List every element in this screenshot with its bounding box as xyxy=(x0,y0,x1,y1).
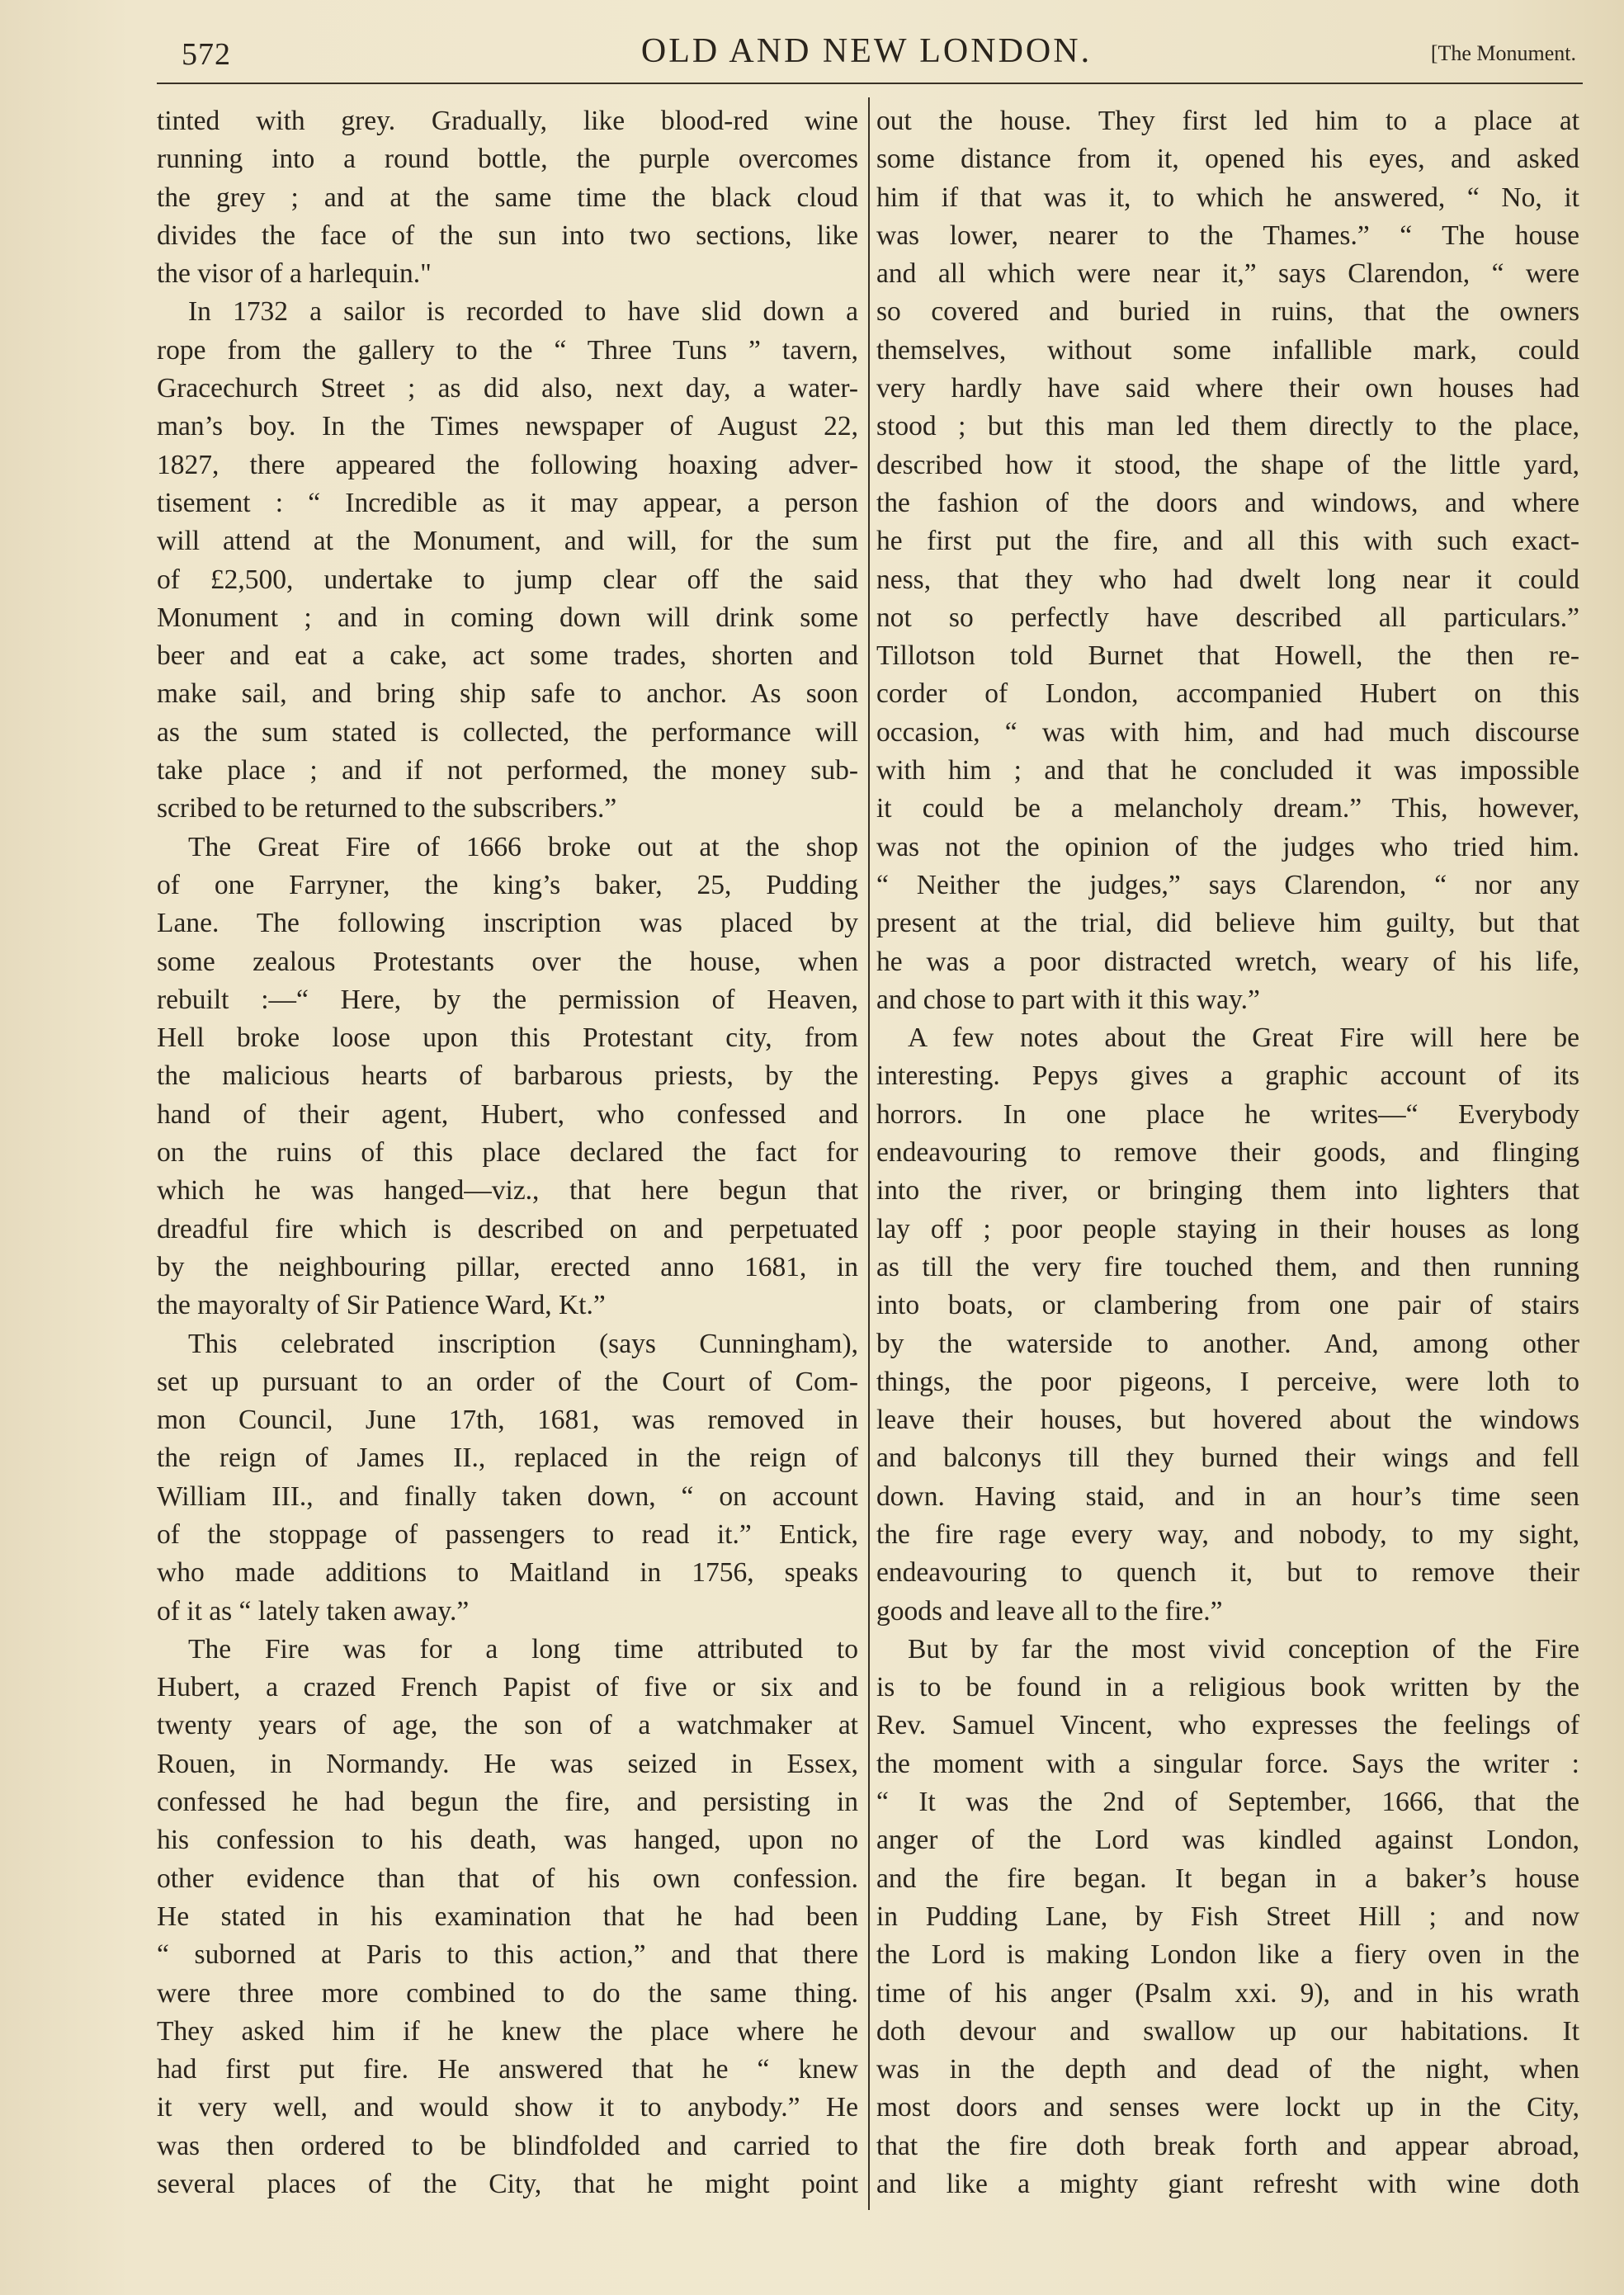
text-line: Rouen, in Normandy. He was seized in Essex, xyxy=(157,1748,858,1779)
text-line: make sail, and bring ship safe to anchor. As soon xyxy=(157,678,858,710)
text-line: tisement : “ Incredible as it may appear, a person xyxy=(157,487,858,518)
text-line: so covered and buried in ruins, that the owners xyxy=(876,296,1579,328)
text-line: which he was hanged—viz., that here begun that xyxy=(157,1175,858,1207)
text-line: was not the opinion of the judges who tried him. xyxy=(876,831,1579,862)
text-line: the grey ; and at the same time the black cloud xyxy=(157,182,858,213)
text-line: lay off ; poor people staying in their houses as long xyxy=(876,1213,1579,1244)
text-line: of one Farryner, the king’s baker, 25, Pudding xyxy=(157,869,858,900)
text-line: The Great Fire of 1666 broke out at the shop xyxy=(188,831,858,862)
text-line: the moment with a singular force. Says the writer : xyxy=(876,1748,1579,1779)
text-line: themselves, without some infallible mark, could xyxy=(876,334,1579,366)
text-line: twenty years of age, the son of a watchmaker at xyxy=(157,1710,858,1741)
text-line: the reign of James II., replaced in the reign of xyxy=(157,1443,858,1474)
text-line: very hardly have said where their own houses had xyxy=(876,373,1579,404)
text-line: present at the trial, did believe him guilty, but that xyxy=(876,908,1579,939)
text-line: dreadful fire which is described on and perpetuated xyxy=(157,1213,858,1244)
text-line: described how it stood, the shape of the little yard, xyxy=(876,449,1579,480)
text-line: hand of their agent, Hubert, who confessed and xyxy=(157,1098,858,1130)
text-line: was in the depth and dead of the night, when xyxy=(876,2054,1579,2085)
text-line: not so perfectly have described all particulars.” xyxy=(876,602,1579,633)
text-line: will attend at the Monument, and will, for the sum xyxy=(157,526,858,557)
text-line: and balconys till they burned their wings and fell xyxy=(876,1443,1579,1474)
text-line: with him ; and that he concluded it was impossible xyxy=(876,755,1579,786)
text-line: mon Council, June 17th, 1681, was removed in xyxy=(157,1405,858,1436)
text-line: set up pursuant to an order of the Court of Com- xyxy=(157,1366,858,1397)
text-line: corder of London, accompanied Hubert on this xyxy=(876,678,1579,710)
text-line: interesting. Pepys gives a graphic account of its xyxy=(876,1060,1579,1092)
text-line: is to be found in a religious book written by the xyxy=(876,1672,1579,1703)
text-line: beer and eat a cake, act some trades, shorten and xyxy=(157,640,858,672)
text-line: it could be a melancholy dream.” This, however, xyxy=(876,793,1579,824)
text-line: endeavouring to quench it, but to remove their xyxy=(876,1557,1579,1589)
text-line: other evidence than that of his own confession. xyxy=(157,1863,858,1894)
text-line: out the house. They first led him to a place at xyxy=(876,106,1579,136)
text-line: horrors. In one place he writes—“ Everybody xyxy=(876,1098,1579,1130)
text-line: most doors and senses were lockt up in the City, xyxy=(876,2092,1579,2123)
text-line: “ suborned at Paris to this action,” and that there xyxy=(157,1939,858,1971)
text-line: down. Having staid, and in an hour’s time seen xyxy=(876,1480,1579,1512)
left-column xyxy=(157,102,858,2203)
text-line: stood ; but this man led them directly to the place, xyxy=(876,411,1579,442)
text-line: In 1732 a sailor is recorded to have slid down a xyxy=(188,296,858,328)
text-line: things, the poor pigeons, I perceive, were loth to xyxy=(876,1366,1579,1397)
text-line: his confession to his death, was hanged, upon no xyxy=(157,1825,858,1856)
text-line: ness, that they who had dwelt long near it could xyxy=(876,564,1579,595)
text-line: he first put the fire, and all this with such exact- xyxy=(876,526,1579,557)
text-line: by the neighbouring pillar, erected anno 1681, in xyxy=(157,1251,858,1282)
text-line: the visor of a harlequin." xyxy=(157,258,432,290)
text-line: running into a round bottle, the purple overcomes xyxy=(157,144,858,175)
text-line: rope from the gallery to the “ Three Tuns ” tavern, xyxy=(157,334,858,366)
section-title: [The Monument. xyxy=(1430,41,1576,65)
text-line: William III., and finally taken down, “ on account xyxy=(157,1480,858,1512)
text-line: tinted with grey. Gradually, like blood-red wine xyxy=(157,106,858,136)
text-line: scribed to be returned to the subscribers.” xyxy=(157,793,617,824)
text-line: of £2,500, undertake to jump clear off the said xyxy=(157,564,858,595)
text-line: occasion, “ was with him, and had much discourse xyxy=(876,716,1579,748)
text-line: and all which were near it,” says Clarendon, “ were xyxy=(876,258,1579,290)
text-line: and the fire began. It began in a baker’s house xyxy=(876,1863,1579,1894)
text-line: Rev. Samuel Vincent, who expresses the feelings of xyxy=(876,1710,1579,1741)
text-line: 1827, there appeared the following hoaxing adver- xyxy=(157,449,858,480)
text-line: the fire rage every way, and nobody, to my sight, xyxy=(876,1518,1579,1550)
text-line: confessed he had begun the fire, and persisting in xyxy=(157,1787,858,1818)
text-line: “ It was the 2nd of September, 1666, that the xyxy=(876,1787,1579,1818)
text-line: as the sum stated is collected, the performance will xyxy=(157,716,858,748)
text-line: A few notes about the Great Fire will here be xyxy=(908,1022,1579,1054)
text-line: was then ordered to be blindfolded and carried to xyxy=(157,2130,858,2161)
text-line: on the ruins of this place declared the fact for xyxy=(157,1137,858,1169)
text-line: into boats, or clambering from one pair of stairs xyxy=(876,1290,1579,1321)
text-line: Lane. The following inscription was placed by xyxy=(157,908,858,939)
text-line: the fashion of the doors and windows, and where xyxy=(876,487,1579,518)
text-line: some distance from it, opened his eyes, and asked xyxy=(876,144,1579,175)
text-line: anger of the Lord was kindled against London, xyxy=(876,1825,1579,1856)
text-line: was lower, nearer to the Thames.” “ The house xyxy=(876,220,1579,251)
text-line: who made additions to Maitland in 1756, speaks xyxy=(157,1557,858,1589)
text-line: of the stoppage of passengers to read it.” Entick, xyxy=(157,1518,858,1550)
text-line: the mayoralty of Sir Patience Ward, Kt.” xyxy=(157,1290,606,1321)
text-line: as till the very fire touched them, and then running xyxy=(876,1251,1579,1282)
text-line: of it as “ lately taken away.” xyxy=(157,1595,470,1627)
text-line: were three more combined to do the same thing. xyxy=(157,1977,858,2009)
text-line: into the river, or bringing them into lighters that xyxy=(876,1175,1579,1207)
text-line: doth devour and swallow up our habitations. It xyxy=(876,2015,1579,2047)
text-line: They asked him if he knew the place where he xyxy=(157,2015,858,2047)
page-number: 572 xyxy=(182,37,231,72)
text-line: rebuilt :—“ Here, by the permission of Heaven, xyxy=(157,984,858,1015)
text-line: Monument ; and in coming down will drink some xyxy=(157,602,858,633)
text-line: Tillotson told Burnet that Howell, the then re- xyxy=(876,640,1579,672)
text-line: take place ; and if not performed, the money sub- xyxy=(157,755,858,786)
text-line: some zealous Protestants over the house, when xyxy=(157,946,858,977)
text-line: man’s boy. In the Times newspaper of August 22, xyxy=(157,411,858,442)
text-line: This celebrated inscription (says Cunningham), xyxy=(188,1328,858,1359)
text-line: had first put fire. He answered that he “ knew xyxy=(157,2054,858,2085)
text-line: and like a mighty giant refresht with wine doth xyxy=(876,2169,1579,2200)
text-line: and chose to part with it this way.” xyxy=(876,984,1260,1015)
text-line: by the waterside to another. And, among other xyxy=(876,1328,1579,1359)
header-rule xyxy=(157,83,1583,84)
text-line: several places of the City, that he might point xyxy=(157,2169,858,2200)
text-line: The Fire was for a long time attributed to xyxy=(188,1633,858,1665)
text-line: Hubert, a crazed French Papist of five or six and xyxy=(157,1672,858,1703)
text-line: leave their houses, but hovered about the windows xyxy=(876,1405,1579,1436)
text-line: goods and leave all to the fire.” xyxy=(876,1595,1223,1627)
text-line: Hell broke loose upon this Protestant city, from xyxy=(157,1022,858,1054)
text-line: endeavouring to remove their goods, and flinging xyxy=(876,1137,1579,1169)
text-line: in Pudding Lane, by Fish Street Hill ; and now xyxy=(876,1901,1579,1932)
text-line: “ Neither the judges,” says Clarendon, “ nor any xyxy=(876,869,1579,900)
right-column xyxy=(876,102,1579,2203)
running-title: OLD AND NEW LONDON. xyxy=(640,32,1093,70)
text-line: him if that was it, to which he answered, “ No, it xyxy=(876,182,1579,213)
text-line: he was a poor distracted wretch, weary of his life, xyxy=(876,946,1579,977)
page-header xyxy=(157,31,1576,78)
text-line: the Lord is making London like a fiery oven in the xyxy=(876,1939,1579,1971)
column-divider xyxy=(868,97,870,2210)
text-line: He stated in his examination that he had been xyxy=(157,1901,858,1932)
text-line: that the fire doth break forth and appear abroad, xyxy=(876,2130,1579,2161)
text-line: it very well, and would show it to anybody.” He xyxy=(157,2092,858,2123)
text-line: the malicious hearts of barbarous priests, by the xyxy=(157,1060,858,1092)
text-line: But by far the most vivid conception of the Fire xyxy=(908,1633,1579,1665)
text-line: divides the face of the sun into two sections, like xyxy=(157,220,858,251)
text-line: time of his anger (Psalm xxi. 9), and in his wrath xyxy=(876,1977,1579,2009)
text-line: Gracechurch Street ; as did also, next day, a water- xyxy=(157,373,858,404)
